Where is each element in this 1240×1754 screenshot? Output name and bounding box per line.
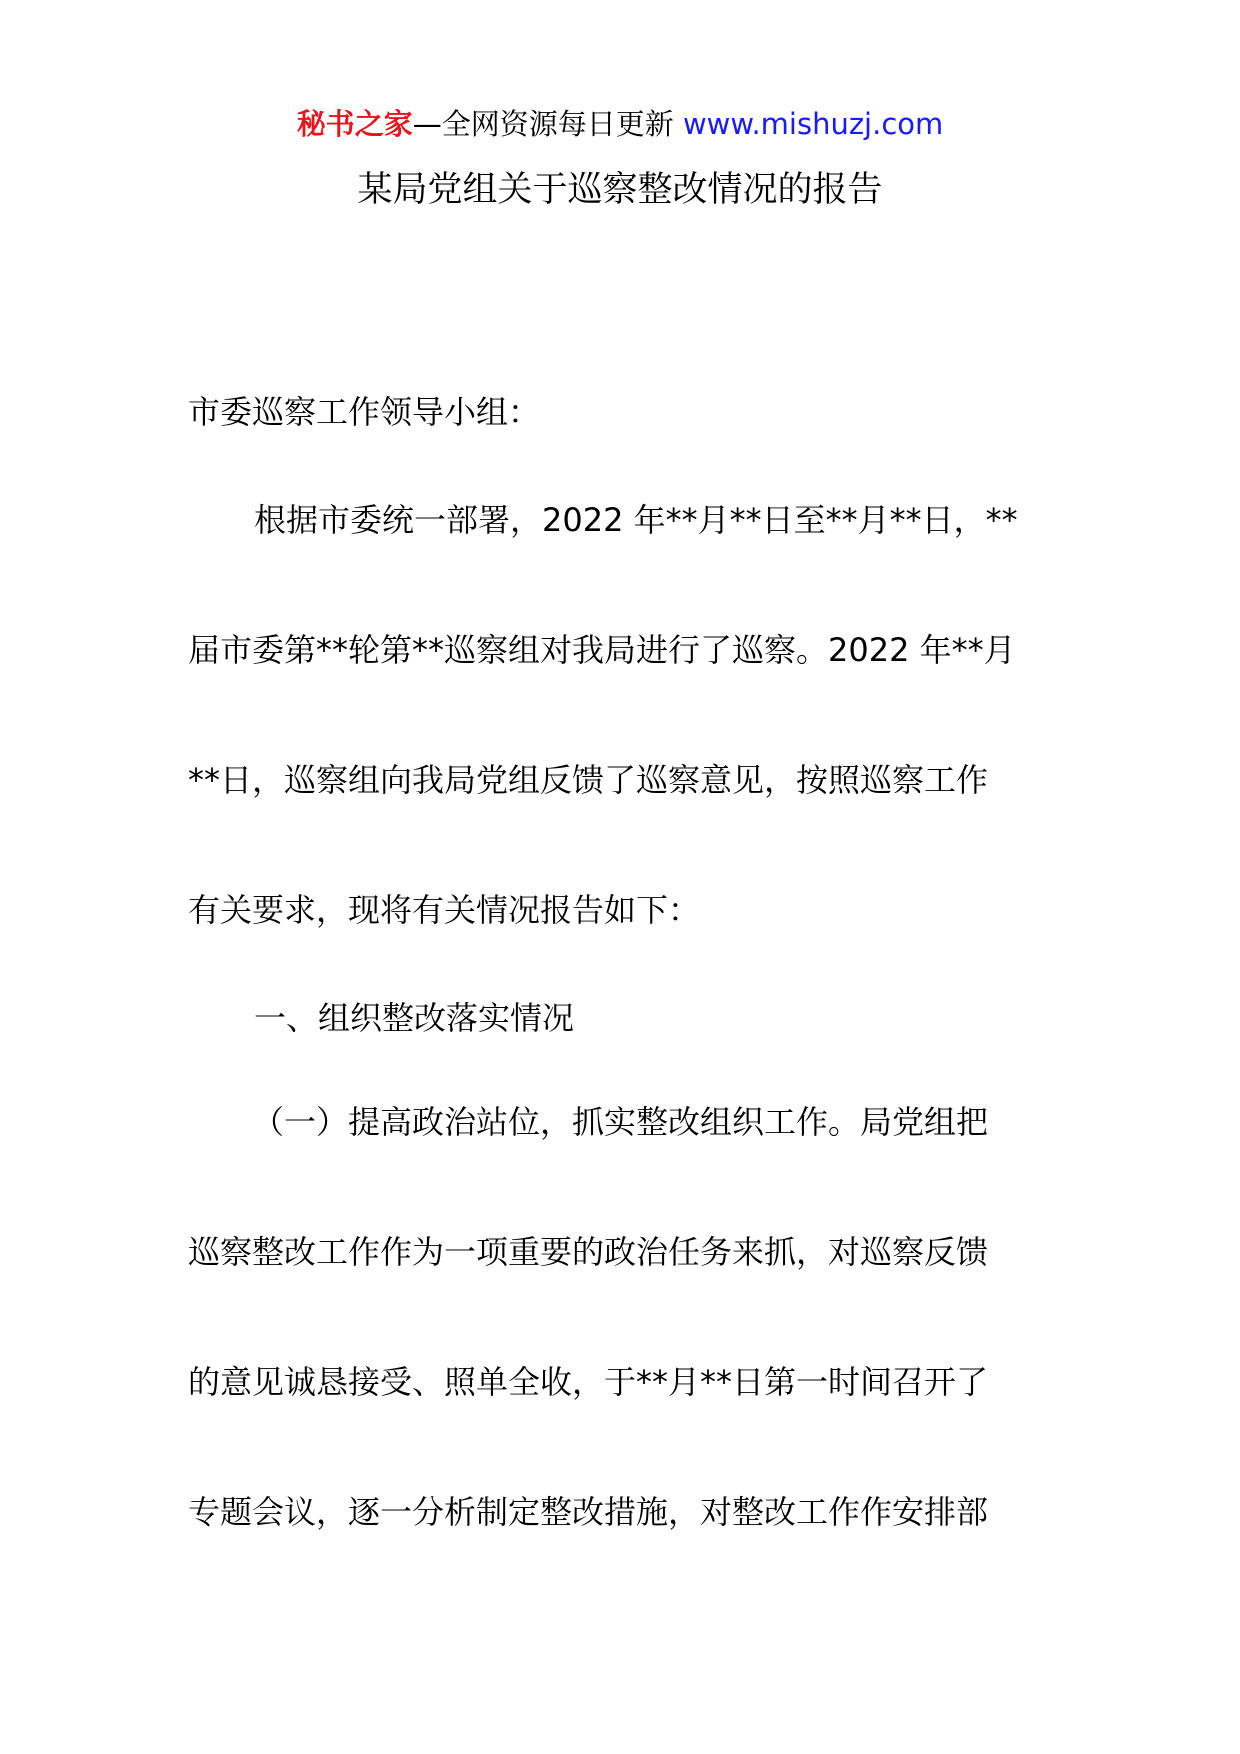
paragraph-line: 根据市委统一部署，2022 年**月**日至**月**日，** [254, 501, 1018, 539]
paragraph-line: 专题会议，逐一分析制定整改措施，对整改工作作安排部 [188, 1493, 989, 1531]
paragraph-line: （一）提高政治站位，抓实整改组织工作。局党组把 [252, 1103, 989, 1141]
paragraph-line: 的意见诚恳接受、照单全收，于**月**日第一时间召开了 [188, 1363, 989, 1401]
document-title: 某局党组关于巡察整改情况的报告 [357, 170, 883, 210]
paragraph-line: **日，巡察组向我局党组反馈了巡察意见，按照巡察工作 [188, 761, 989, 799]
site-header [0, 104, 1240, 144]
site-url-link[interactable]: www.mishuzj.com [682, 107, 944, 141]
paragraph-line: 有关要求，现将有关情况报告如下： [188, 891, 701, 929]
paragraph-line: 届市委第**轮第**巡察组对我局进行了巡察。2022 年**月 [188, 631, 1016, 669]
paragraph-line: 巡察整改工作作为一项重要的政治任务来抓，对巡察反馈 [188, 1233, 989, 1271]
section-heading: 一、组织整改落实情况 [254, 999, 575, 1037]
site-tagline: —全网资源每日更新 [412, 107, 683, 141]
salutation: 市委巡察工作领导小组： [188, 393, 541, 431]
brand-name: 秘书之家 [296, 107, 413, 141]
